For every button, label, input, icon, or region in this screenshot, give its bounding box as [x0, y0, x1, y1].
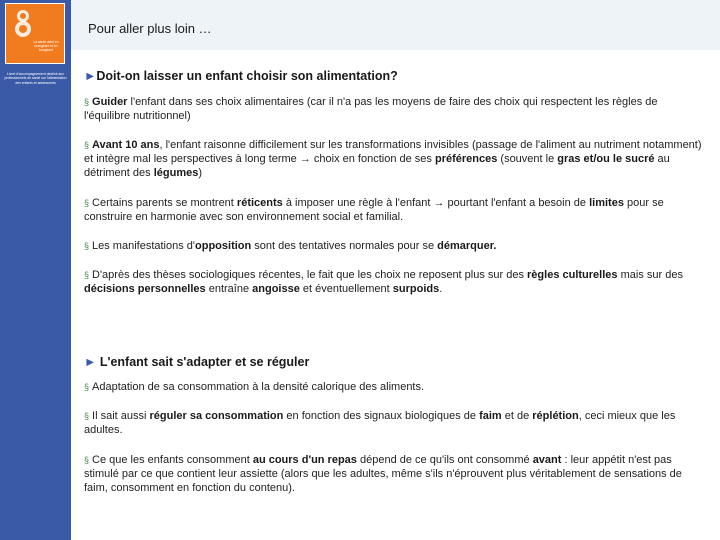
paragraph-guider: § Guider l'enfant dans ses choix alimentaires (car il n'a pas les moyens de faire des choix qui respectent les règles de l'équilibre nutritionnel) — [84, 96, 658, 122]
triangle-icon: ► — [84, 355, 97, 369]
paragraph-regulation: § Il sait aussi réguler sa consommation en fonction des signaux biologiques de faim et de réplétion, ceci mieux que les adultes. — [84, 410, 676, 436]
section-heading-1: ►Doit-on laisser un enfant choisir son alimentation? — [84, 69, 398, 83]
page-title: Pour aller plus loin … — [88, 21, 212, 36]
logo-text: La santé vient en mangeant et en bougeant — [33, 40, 59, 52]
logo — [5, 3, 65, 64]
bullet-icon: § — [84, 455, 90, 465]
bullet-icon: § — [84, 97, 90, 107]
paragraph-theses-sociologiques: § D'après des thèses sociologiques récentes, le fait que les choix ne reposent plus sur des règles culturelles mais sur des décisions personnelles entraîne angoisse et éventuellement surpoids. — [84, 269, 683, 295]
bullet-icon: § — [84, 140, 90, 150]
arrow-icon: → — [433, 197, 445, 209]
bullet-icon: § — [84, 241, 90, 251]
bullet-icon: § — [84, 270, 90, 280]
arrow-icon: → — [299, 153, 311, 165]
logo-emblem-icon — [12, 7, 34, 41]
section-heading-2: ► L'enfant sait s'adapter et se réguler — [84, 355, 310, 369]
bullet-icon: § — [84, 198, 90, 208]
paragraph-opposition: § Les manifestations d'opposition sont des tentatives normales pour se démarquer. — [84, 240, 497, 252]
bullet-icon: § — [84, 382, 90, 392]
paragraph-parents-reticents: § Certains parents se montrent réticents à imposer une règle à l'enfant → pourtant l'enfant a besoin de limites pour se construire en harmonie avec son environnement social et familial. — [84, 197, 664, 223]
sidebar — [0, 0, 71, 540]
sidebar-caption: Livret d'accompagnement destiné aux professionnels de santé sur l'alimentation des enfants et adolescents — [4, 72, 67, 85]
paragraph-adaptation: § Adaptation de sa consommation à la densité calorique des aliments. — [84, 381, 425, 393]
bullet-icon: § — [84, 411, 90, 421]
paragraph-avant-10-ans: § Avant 10 ans, l'enfant raisonne difficilement sur les transformations invisibles (passage de l'aliment au nutriment notamment) et intègre mal les perspectives à long terme → choix en fonction de ses préférences (souvent le gras et/ou le sucré au détriment des légumes) — [84, 139, 702, 179]
triangle-icon: ► — [84, 69, 97, 83]
paragraph-consommation-repas: § Ce que les enfants consomment au cours d'un repas dépend de ce qu'ils ont consommé avant : leur appétit n'est pas stimulé par ce que contient leur assiette (alors que les adultes, même s'ils n'éprouvent plus véritablement de sensations de faim, consomment en fonction du contenu). — [84, 454, 682, 494]
